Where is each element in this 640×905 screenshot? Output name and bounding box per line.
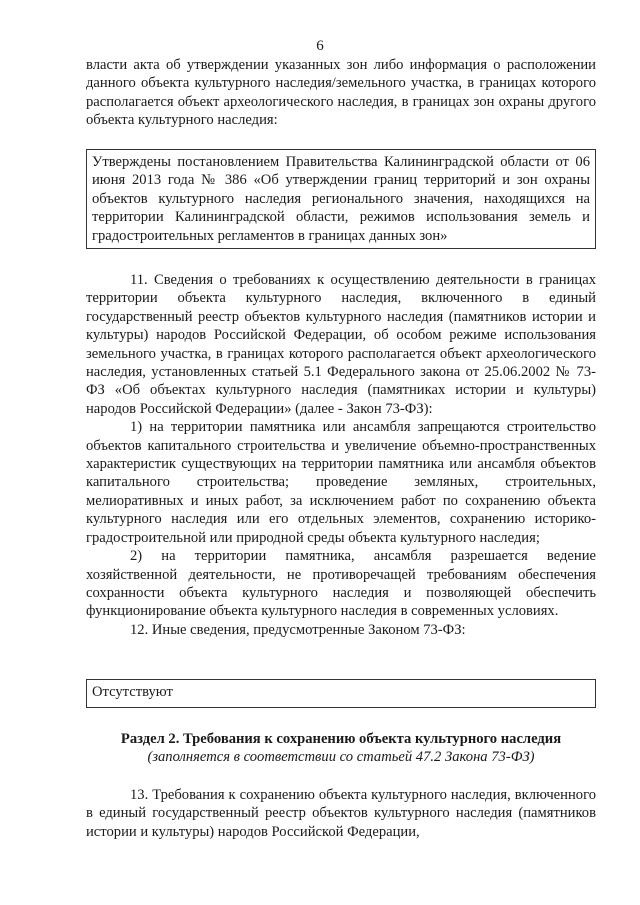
section-2-heading xyxy=(86,730,596,767)
item-13-paragraph: 13. Требования к сохранению объекта культурного наследия, включенного в единый государственный реестр объектов культурного наследия (памятников истории и культуры) народов Российской Федерации, xyxy=(86,787,596,840)
intro-paragraph: власти акта об утверждении указанных зон либо информация о расположении данного объекта культурного наследия/земельного участка, в границах которого располагается объект археологического наследия, в границах зон охраны другого объекта культурного наследия: xyxy=(86,57,596,129)
page-number: 6 xyxy=(316,38,324,54)
intro-block xyxy=(86,56,596,130)
requirements-block xyxy=(86,271,596,639)
approval-box: Утверждены постановлением Правительства Калининградской области от 06 июня 2013 года № 386 «Об утверждении границ территорий и зон охраны объектов культурного наследия регионального значения, находящихся на территории Калининградской области, режимов использования земель и градостроительных регламентов в границах данных зон» xyxy=(86,149,596,249)
item-12-paragraph: 12. Иные сведения, предусмотренные Законом 73-ФЗ: xyxy=(130,621,466,638)
other-info-box: Отсутствуют xyxy=(86,679,596,708)
subitem-1-paragraph: 1) на территории памятника или ансамбля запрещаются строительство объектов капитального строительства и увеличение объемно-пространственных характеристик существующих на территории памятника или ансамбля объектов капитального строительства; проведение земляных, строительных, мелиоративных и иных работ, за исключением работ по сохранению объекта культурного наследия или его отдельных элементов, сохранению историко-градостроительной или природной среды объекта культурного наследия; xyxy=(86,419,596,546)
item-13-block xyxy=(86,786,596,841)
subitem-2-paragraph: 2) на территории памятника, ансамбля разрешается ведение хозяйственной деятельности, не противоречащей требованиям обеспечения сохранности объекта культурного наследия и позволяющей обеспечить функционирование объекта культурного наследия в современных условиях. xyxy=(86,548,596,620)
section-2-subtitle: (заполняется в соответствии со статьей 47.2 Закона 73-ФЗ) xyxy=(147,749,535,766)
item-11-paragraph: 11. Сведения о требованиях к осуществлению деятельности в границах территории объекта культурного наследия, включенного в единый государственный реестр объектов культурного наследия (памятников истории и культуры) народов Российской Федерации, об особом режиме использования земельного участка, в границах которого располагается объект археологического наследия, установленных статьей 5.1 Федерального закона от 25.06.2002 № 73-ФЗ «Об объектах культурного наследия (памятниках истории и культуры) народов Российской Федерации» (далее - Закон 73-ФЗ): xyxy=(86,272,596,417)
section-2-title: Раздел 2. Требования к сохранению объекта культурного наследия xyxy=(120,731,562,747)
